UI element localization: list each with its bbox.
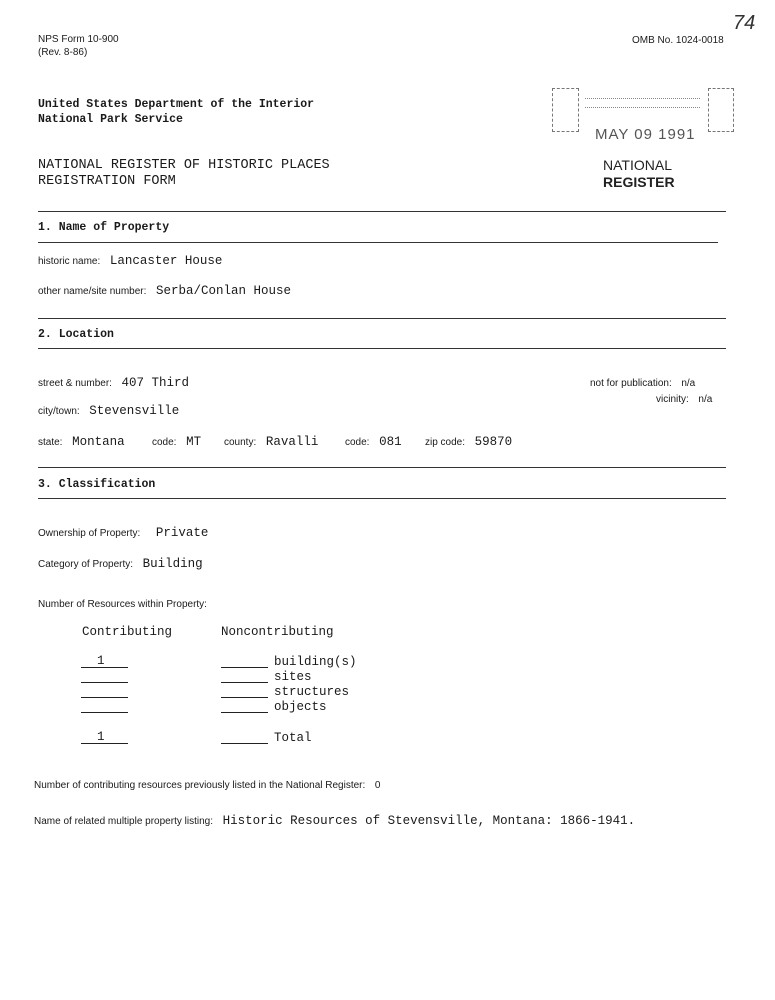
category-field xyxy=(38,554,203,572)
form-title-line-1: NATIONAL REGISTER OF HISTORIC PLACES xyxy=(38,158,330,173)
contributing-blank xyxy=(81,667,128,668)
stamp-bracket-left xyxy=(552,88,579,132)
county-code-field xyxy=(345,432,402,450)
divider xyxy=(38,467,726,468)
multiple-listing-field xyxy=(34,811,635,829)
vicinity-field xyxy=(656,389,712,407)
city-label: city/town: xyxy=(38,406,80,417)
contributing-count: 1 xyxy=(97,654,105,668)
county-code-value: 081 xyxy=(379,435,402,449)
contributing-blank xyxy=(81,697,128,698)
state-label: state: xyxy=(38,437,63,448)
street-field xyxy=(38,373,189,391)
contributing-total: 1 xyxy=(97,730,105,744)
vicinity-label: vicinity: xyxy=(656,394,689,405)
contributing-header: Contributing xyxy=(82,625,173,639)
historic-name-field xyxy=(38,251,222,269)
divider xyxy=(38,498,726,499)
resource-type-label: structures xyxy=(274,685,350,699)
not-for-publication-value: n/a xyxy=(681,378,696,389)
ownership-field xyxy=(38,523,208,541)
resources-label: Number of Resources within Property: xyxy=(38,599,207,610)
contributing-blank xyxy=(81,712,128,713)
section-2-title: 2. Location xyxy=(38,328,114,341)
omb-number: OMB No. 1024-0018 xyxy=(632,35,724,46)
resource-type-label: building(s) xyxy=(274,655,357,669)
historic-name-label: historic name: xyxy=(38,256,101,267)
previously-listed-label: Number of contributing resources previously listed in the National Register: xyxy=(34,780,366,791)
stamp-faded-text xyxy=(585,98,700,108)
noncontributing-header: Noncontributing xyxy=(221,625,334,639)
not-for-publication-label: not for publication: xyxy=(590,378,672,389)
agency-name: National Park Service xyxy=(38,113,183,126)
stamp-date: MAY 09 1991 xyxy=(595,126,696,143)
vicinity-value: n/a xyxy=(698,394,713,405)
zip-label: zip code: xyxy=(425,437,466,448)
zip-field xyxy=(425,432,512,450)
zip-value: 59870 xyxy=(474,435,513,449)
handwritten-page-number: 74 xyxy=(733,12,756,34)
county-code-label: code: xyxy=(345,437,370,448)
form-number: NPS Form 10-900 xyxy=(38,34,119,45)
state-value: Montana xyxy=(72,435,125,449)
noncontributing-blank xyxy=(221,682,268,683)
contributing-blank xyxy=(81,743,128,744)
other-name-field xyxy=(38,281,291,299)
divider xyxy=(38,318,726,319)
other-name-value: Serba/Conlan House xyxy=(156,284,292,298)
multiple-listing-value: Historic Resources of Stevensville, Montana: 1866-1941. xyxy=(222,814,636,828)
form-title-line-2: REGISTRATION FORM xyxy=(38,174,176,189)
ownership-label: Ownership of Property: xyxy=(38,528,141,539)
city-field xyxy=(38,401,179,419)
contributing-blank xyxy=(81,682,128,683)
historic-name-value: Lancaster House xyxy=(109,254,223,268)
state-code-value: MT xyxy=(186,435,202,449)
county-field xyxy=(224,432,318,450)
category-label: Category of Property: xyxy=(38,559,134,570)
state-code-label: code: xyxy=(152,437,177,448)
resource-type-label: objects xyxy=(274,700,327,714)
county-value: Ravalli xyxy=(265,435,319,449)
city-value: Stevensville xyxy=(89,404,180,418)
street-value: 407 Third xyxy=(121,376,190,390)
noncontributing-blank xyxy=(221,667,268,668)
noncontributing-blank xyxy=(221,697,268,698)
resource-type-label: sites xyxy=(274,670,312,684)
total-label: Total xyxy=(274,731,312,745)
form-revision: (Rev. 8-86) xyxy=(38,47,88,58)
national-stamp-line-1: NATIONAL xyxy=(603,157,672,173)
category-value: Building xyxy=(142,557,203,571)
county-label: county: xyxy=(224,437,257,448)
multiple-listing-label: Name of related multiple property listing: xyxy=(34,816,213,827)
street-label: street & number: xyxy=(38,378,112,389)
national-stamp-line-2: REGISTER xyxy=(603,174,675,190)
section-3-title: 3. Classification xyxy=(38,478,156,491)
state-code-field xyxy=(152,432,201,450)
previously-listed-value: 0 xyxy=(374,780,381,791)
other-name-label: other name/site number: xyxy=(38,286,147,297)
stamp-bracket-right xyxy=(708,88,734,132)
divider xyxy=(38,348,726,349)
noncontributing-blank xyxy=(221,743,268,744)
previously-listed-field xyxy=(34,775,380,793)
section-1-title: 1. Name of Property xyxy=(38,221,170,234)
ownership-value: Private xyxy=(155,526,209,540)
department-name: United States Department of the Interior xyxy=(38,98,315,111)
state-field xyxy=(38,432,125,450)
divider xyxy=(38,242,718,243)
divider xyxy=(38,211,726,212)
noncontributing-blank xyxy=(221,712,268,713)
